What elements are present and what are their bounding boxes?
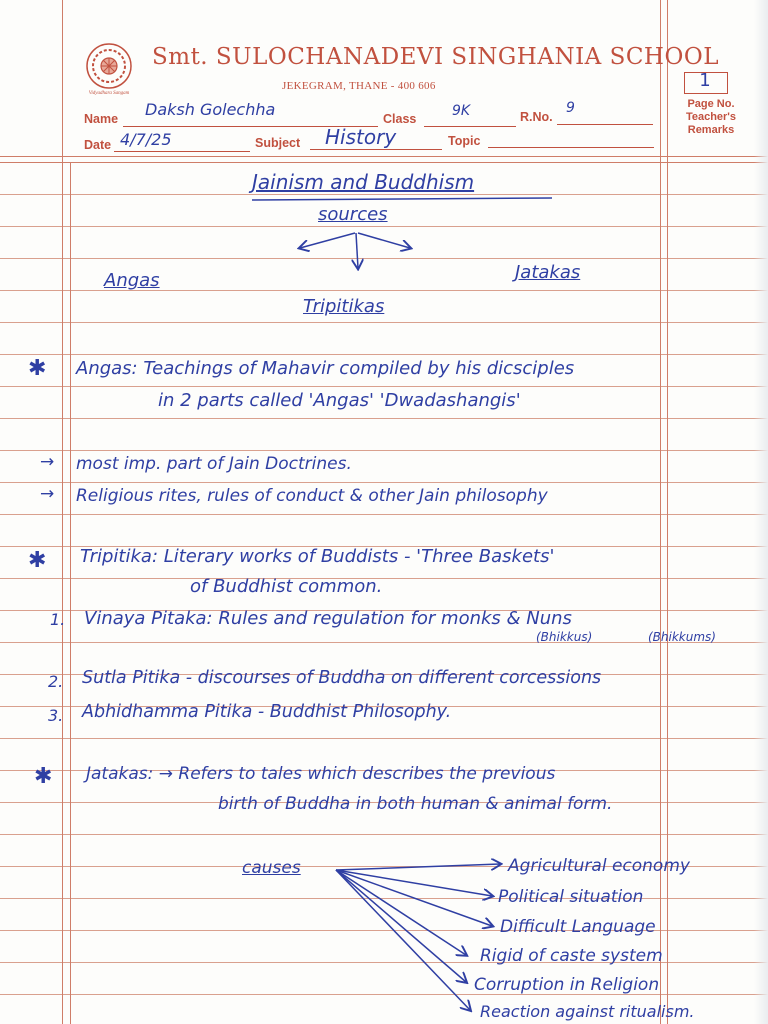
notes-subtitle: sources — [318, 204, 388, 225]
vinaya-pitaka: Vinaya Pitaka: Rules and regulation for monks & Nuns — [84, 608, 572, 629]
item-number: 1. — [50, 610, 66, 629]
date-label: Date — [84, 138, 112, 152]
source-angas: Angas — [104, 270, 160, 291]
teachers-remarks-label: Teacher's Remarks — [685, 111, 737, 136]
cause-item: Political situation — [498, 887, 644, 907]
angas-definition-line2: in 2 parts called 'Angas' 'Dwadashangis' — [158, 390, 521, 411]
angas-point-2: Religious rites, rules of conduct & other Jain philosophy — [76, 486, 548, 506]
arrow-down — [356, 233, 358, 268]
school-address: JEKEGRAM, THANE - 400 606 — [282, 80, 436, 92]
item-number: 2. — [48, 672, 64, 691]
subject-value: History — [325, 125, 397, 149]
school-name: Smt. SULOCHANADEVI SINGHANIA SCHOOL — [152, 44, 719, 70]
source-tripitikas: Tripitikas — [303, 296, 385, 317]
rno-value: 9 — [566, 100, 575, 116]
class-label: Class — [383, 112, 417, 126]
jatakas-definition-line2: birth of Buddha in both human & animal form. — [218, 794, 613, 814]
rno-label: R.No. — [520, 110, 553, 124]
name-value: Daksh Golechha — [145, 100, 276, 119]
star-icon: ✱ — [28, 548, 47, 573]
arrow-right — [358, 233, 410, 248]
star-icon: ✱ — [28, 356, 47, 381]
name-label: Name — [84, 112, 119, 126]
bhikkus-note: (Bhikkus) — [536, 630, 593, 644]
subject-label: Subject — [255, 136, 301, 150]
tripitika-definition-line1: Tripitika: Literary works of Buddists - 'Three Baskets' — [80, 546, 555, 567]
cause-item: Difficult Language — [500, 917, 656, 937]
page-no-label: Page No. — [687, 98, 735, 110]
tripitika-definition-line2: of Buddhist common. — [190, 576, 383, 597]
date-value: 4/7/25 — [120, 130, 172, 149]
cause-item: Rigid of caste system — [480, 946, 663, 966]
abhidhamma-pitika: Abhidhamma Pitika - Buddhist Philosophy. — [82, 702, 452, 722]
title-underline — [252, 198, 552, 200]
angas-definition-line1: Angas: Teachings of Mahavir compiled by his dicsciples — [76, 358, 575, 379]
jatakas-definition-line1: Jatakas: → Refers to tales which describes the previous — [86, 764, 556, 784]
star-icon: ✱ — [34, 764, 53, 789]
cause-item: Agricultural economy — [508, 856, 690, 876]
bhikkums-note: (Bhikkums) — [648, 630, 716, 644]
arrow-right-icon: → — [40, 484, 55, 504]
cause-item: Corruption in Religion — [474, 975, 660, 995]
page-number: 1 — [699, 70, 711, 91]
arrow-right-icon: → — [40, 452, 55, 472]
source-jatakas: Jatakas — [515, 262, 581, 283]
topic-label: Topic — [448, 134, 481, 148]
angas-point-1: most imp. part of Jain Doctrines. — [76, 454, 352, 474]
notes-title: Jainism and Buddhism — [252, 170, 475, 194]
sutla-pitika: Sutla Pitika - discourses of Buddha on different corcessions — [82, 668, 602, 688]
item-number: 3. — [48, 706, 64, 725]
causes-label: causes — [242, 858, 301, 878]
logo-caption: Vidyadhara Sangam — [88, 91, 130, 96]
cause-item: Reaction against ritualism. — [480, 1002, 695, 1021]
arrow-left — [300, 233, 355, 248]
class-value: 9K — [452, 103, 471, 119]
